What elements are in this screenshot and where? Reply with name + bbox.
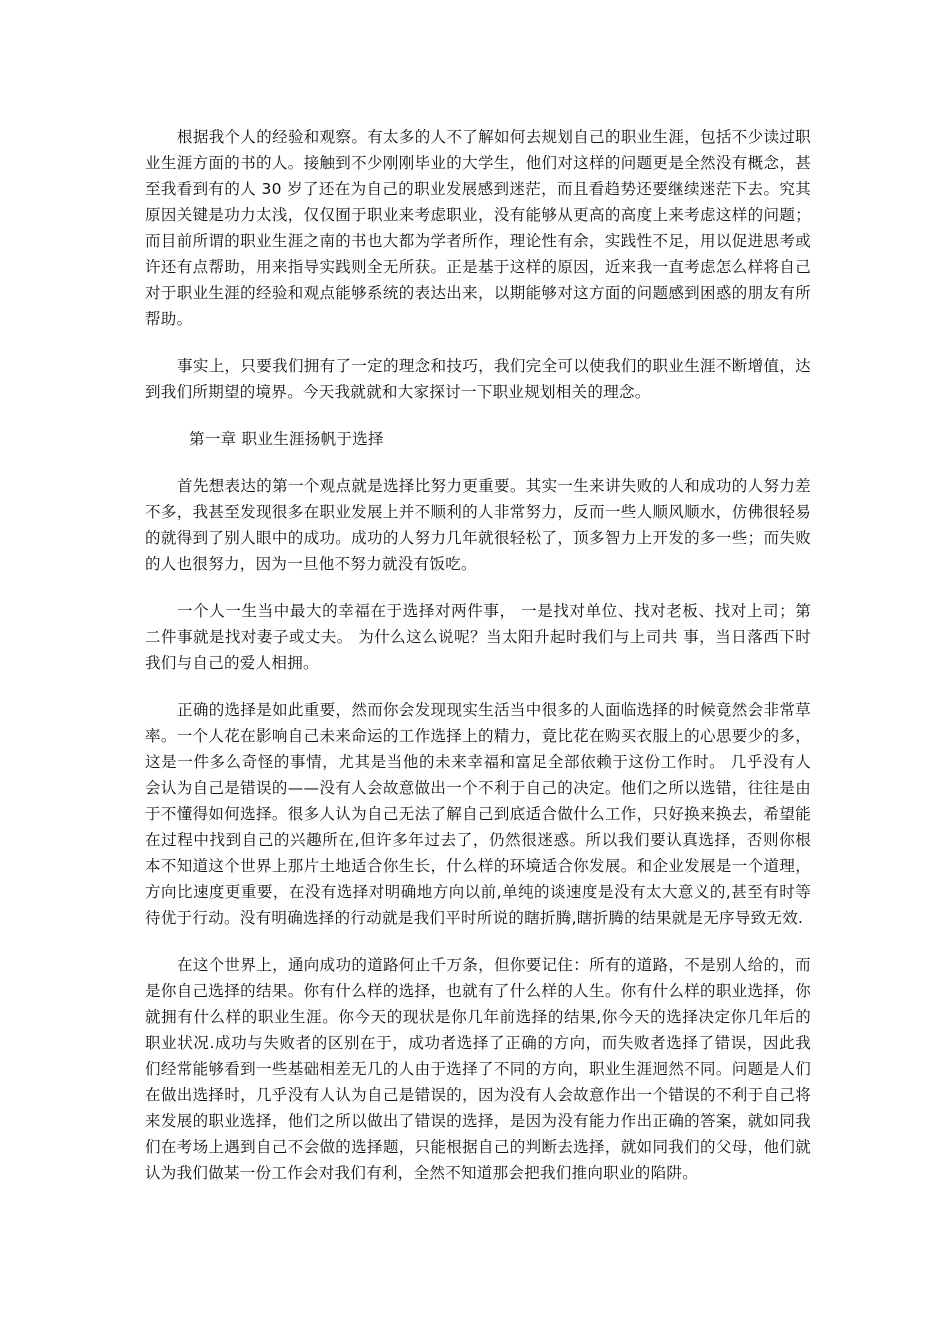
intro-paragraph-1: 根据我个人的经验和观察。有太多的人不了解如何去规划自己的职业生涯，包括不少读过职业生涯方面的书的人。接触到不少刚刚毕业的大学生，他们对这样的问题更是全然没有概念，甚至我看到有的人 30 岁了还在为自己的职业发展感到迷茫，而且看趋势还要继续迷茫下去。究其原因关键是功力太浅，仅仅囿于职业来考虑职业，没有能够从更高的高度上来考虑这样的问题；而目前所谓的职业生涯之南的书也大都为学者所作，理论性有余，实践性不足，用以促进思考或许还有点帮助，用来指导实践则全无所获。正是基于这样的原因，近来我一直考虑怎么样将自己对于职业生涯的经验和观点能够系统的表达出来，以期能够对这方面的问题感到困惑的朋友有所帮助。 [145,128,811,328]
chapter-paragraph-4: 在这个世界上，通向成功的道路何止千万条，但你要记住：所有的道路，不是别人给的，而是你自己选择的结果。你有什么样的选择，也就有了什么样的人生。你有什么样的职业选择，你就拥有什么样的职业生涯。你今天的现状是你几年前选择的结果,你今天的选择决定你几年后的职业状况.成功与失败者的区别在于，成功者选择了正确的方向，而失败者选择了错误，因此我们经常能够看到一些基础相差无几的人由于选择了不同的方向，职业生涯迥然不同。问题是人们在做出选择时，几乎没有人认为自己是错误的，因为没有人会故意作出一个错误的不利于自己将来发展的职业选择，他们之所以做出了错误的选择，是因为没有能力作出正确的答案，就如同我们在考场上遇到自己不会做的选择题，只能根据自己的判断去选择，就如同我们的父母，他们就认为我们做某一份工作会对我们有利，全然不知道那会把我们推向职业的陷阱。 [145,956,811,1182]
chapter-paragraph-1: 首先想表达的第一个观点就是选择比努力更重要。其实一生来讲失败的人和成功的人努力差不多，我甚至发现很多在职业发展上并不顺利的人非常努力，反而一些人顺风顺水，仿佛很轻易的就得到了别人眼中的成功。成功的人努力几年就很轻松了，顶多智力上开发的多一些；而失败的人也很努力，因为一旦他不努力就没有饭吃。 [145,477,811,573]
chapter-paragraph-3: 正确的选择是如此重要，然而你会发现现实生活当中很多的人面临选择的时候竟然会非常草率。一个人花在影响自己未来命运的工作选择上的精力，竟比花在购买衣服上的心思要少的多，这是一件多么奇怪的事情，尤其是当他的未来幸福和富足全部依赖于这份工作时。 几乎没有人会认为自己是错误的——没有人会故意做出一个不利于自己的决定。他们之所以选错，往往是由于不懂得如何选择。很多人认为自己无法了解自己到底适合做什么工作，只好换来换去，希望能在过程中找到自己的兴趣所在,但许多年过去了，仍然很迷惑。所以我们要认真选择，否则你根本不知道这个世界上那片土地适合你生长，什么样的环境适合你发展。和企业发展是一个道理，方向比速度更重要，在没有选择对明确地方向以前,单纯的谈速度是没有太大意义的,甚至有时等待优于行动。没有明确选择的行动就是我们平时所说的瞎折腾,瞎折腾的结果就是无序导致无效. [145,701,811,927]
intro-paragraph-2: 事实上，只要我们拥有了一定的理念和技巧，我们完全可以使我们的职业生涯不断增值，达到我们所期望的境界。今天我就就和大家探讨一下职业规划相关的理念。 [145,357,811,401]
chapter-heading: 第一章 职业生涯扬帆于选择 [189,430,384,448]
chapter-paragraph-2: 一个人一生当中最大的幸福在于选择对两件事， 一是找对单位、找对老板、找对上司；第二件事就是找对妻子或丈夫。 为什么这么说呢？当太阳升起时我们与上司共 事，当日落西下时我们与自己的爱人相拥。 [145,602,811,672]
document-page [145,124,811,1207]
